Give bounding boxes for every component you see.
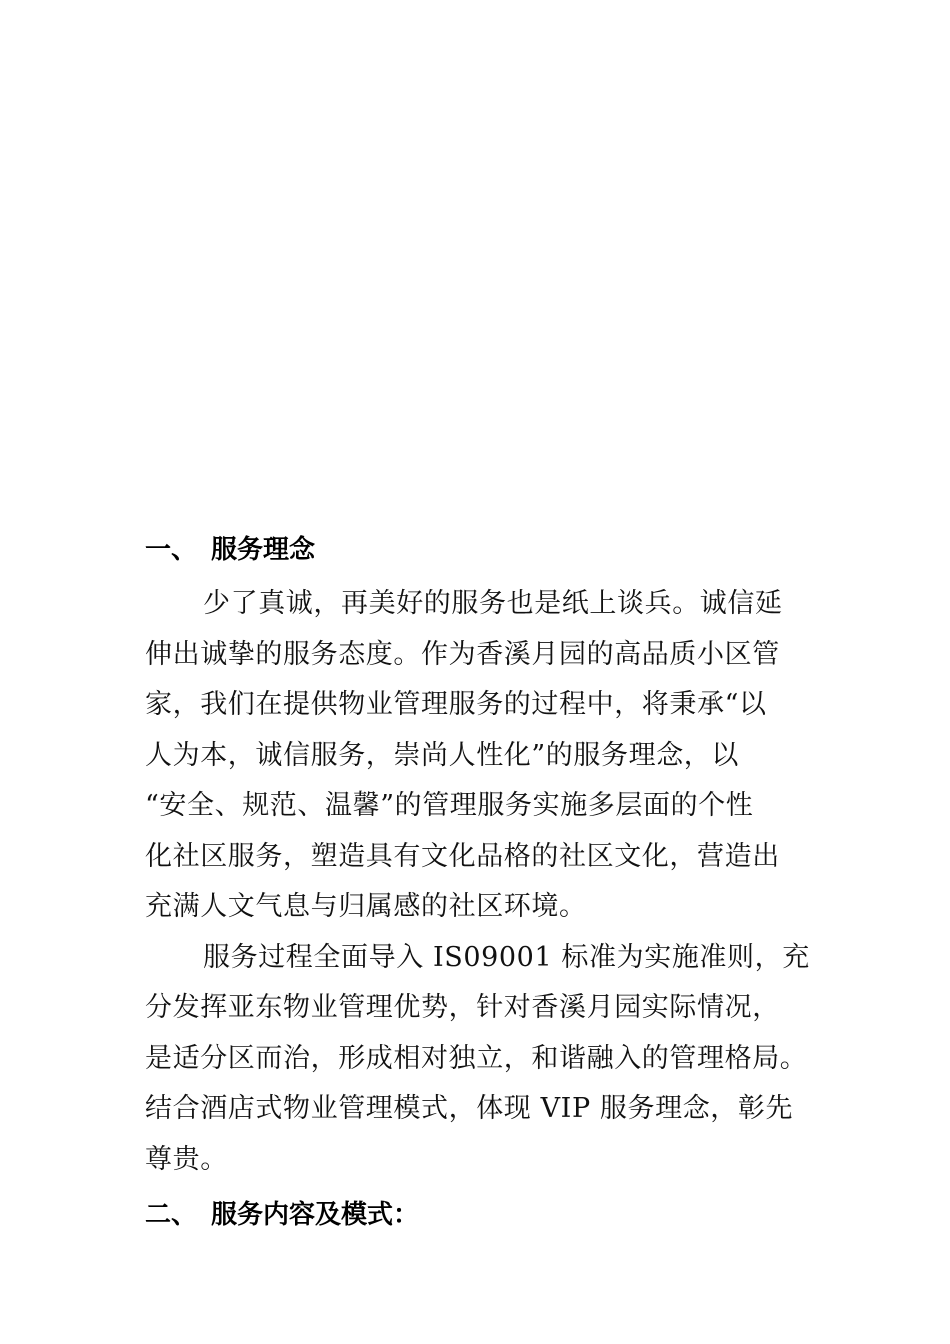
section-title: 服务内容及模式： xyxy=(211,1200,420,1230)
paragraph-service-philosophy xyxy=(145,579,845,933)
section-heading-service-philosophy xyxy=(145,528,845,572)
paragraph-line: 人为本，诚信服务，崇尚人性化”的服务理念，以 xyxy=(145,739,740,771)
paragraph-line: 伸出诚挚的服务态度。作为香溪月园的高品质小区管 xyxy=(145,638,780,670)
document-content xyxy=(145,528,845,1237)
paragraph-line: 化社区服务，塑造具有文化品格的社区文化，营造出 xyxy=(145,840,780,872)
paragraph-line: 服务过程全面导入 IS09001 标准为实施准则，充 xyxy=(203,941,810,973)
paragraph-line: 是适分区而治，形成相对独立，和谐融入的管理格局。 xyxy=(145,1042,808,1074)
paragraph-line: 充满人文气息与归属感的社区环境。 xyxy=(145,891,587,922)
paragraph-service-process xyxy=(145,933,845,1186)
section-number: 二、 xyxy=(145,1200,198,1230)
paragraph-line: “安全、规范、温馨”的管理服务实施多层面的个性 xyxy=(145,790,754,821)
section-title: 服务理念 xyxy=(211,535,316,565)
paragraph-line: 尊贵。 xyxy=(145,1143,228,1175)
paragraph-line: 家，我们在提供物业管理服务的过程中，将秉承“以 xyxy=(145,689,767,720)
section-heading-service-content xyxy=(145,1193,845,1237)
paragraph-line: 分发挥亚东物业管理优势，针对香溪月园实际情况， xyxy=(145,992,780,1023)
section-number: 一、 xyxy=(145,535,198,565)
paragraph-line: 结合酒店式物业管理模式，体现 VIP 服务理念，彰先 xyxy=(145,1093,794,1124)
paragraph-line: 少了真诚，再美好的服务也是纸上谈兵。诚信延 xyxy=(203,588,783,619)
